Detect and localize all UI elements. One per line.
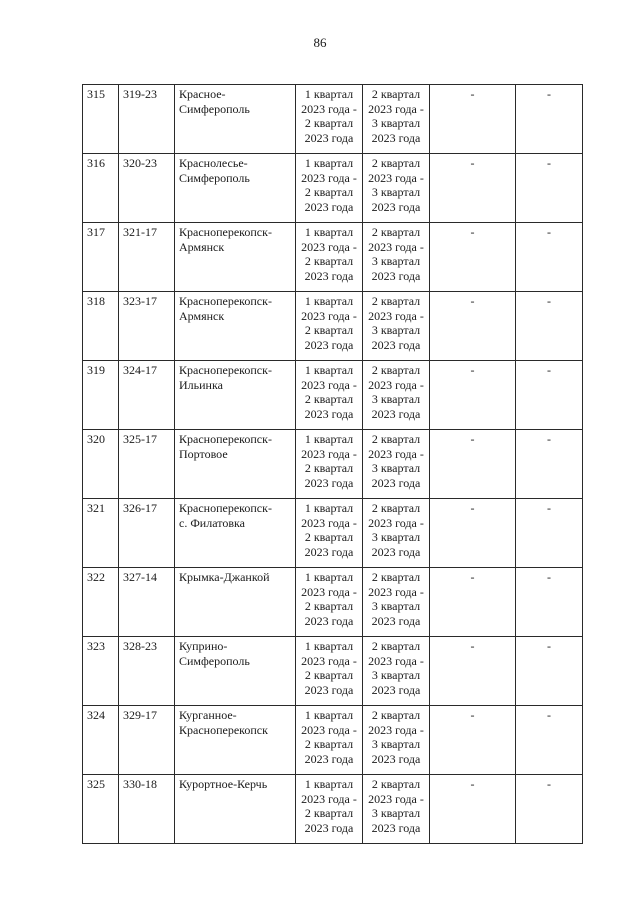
period-start-cell-line: 2023 года - bbox=[301, 653, 357, 668]
table-row bbox=[83, 361, 583, 430]
route-code-cell: 323-17 bbox=[119, 292, 175, 361]
dash-cell: - bbox=[430, 292, 516, 361]
row-number-cell: 324 bbox=[83, 706, 119, 775]
row-number-cell: 316 bbox=[83, 154, 119, 223]
period-end-cell-line: 2 квартал bbox=[371, 570, 421, 584]
period-start-cell-line: 2 квартал bbox=[304, 254, 354, 268]
period-start-cell-line: 2023 года - bbox=[301, 584, 357, 599]
period-start-cell-line: 1 квартал bbox=[304, 639, 354, 653]
dash-cell: - bbox=[430, 637, 516, 706]
route-name-cell-line: Армянск bbox=[179, 308, 225, 323]
dash-cell: - bbox=[516, 430, 583, 499]
period-start-cell-line: 1 квартал bbox=[304, 363, 354, 377]
dash-cell: - bbox=[430, 85, 516, 154]
period-end-cell-line: 2023 года bbox=[371, 544, 421, 559]
route-name-cell-line: с. Филатовка bbox=[179, 515, 245, 530]
route-name-cell-line: Ильинка bbox=[179, 377, 223, 392]
table-row bbox=[83, 706, 583, 775]
period-end-cell-line: 3 квартал bbox=[371, 185, 421, 199]
table-row bbox=[83, 430, 583, 499]
route-code-cell: 321-17 bbox=[119, 223, 175, 292]
period-end-cell-line: 2023 года - bbox=[368, 722, 424, 737]
period-start-cell-line: 2023 года bbox=[304, 820, 354, 835]
period-start-cell bbox=[296, 85, 363, 154]
route-code-cell: 330-18 bbox=[119, 775, 175, 844]
dash-cell: - bbox=[516, 292, 583, 361]
route-name-cell bbox=[175, 499, 296, 568]
route-code-cell: 324-17 bbox=[119, 361, 175, 430]
route-name-cell-line: Куприно- bbox=[179, 639, 228, 653]
page-number: 86 bbox=[313, 35, 327, 50]
route-code-cell: 326-17 bbox=[119, 499, 175, 568]
dash-cell: - bbox=[430, 223, 516, 292]
table-row bbox=[83, 292, 583, 361]
period-start-cell-line: 2023 года bbox=[304, 751, 354, 766]
period-start-cell-line: 1 квартал bbox=[304, 432, 354, 446]
period-end-cell bbox=[363, 85, 430, 154]
table-row bbox=[83, 85, 583, 154]
dash-cell: - bbox=[516, 775, 583, 844]
route-name-cell bbox=[175, 85, 296, 154]
period-end-cell-line: 3 квартал bbox=[371, 599, 421, 613]
period-start-cell-line: 2 квартал bbox=[304, 392, 354, 406]
dash-cell: - bbox=[516, 154, 583, 223]
period-start-cell-line: 1 квартал bbox=[304, 225, 354, 239]
period-end-cell-line: 2023 года bbox=[371, 337, 421, 352]
period-end-cell-line: 2023 года - bbox=[368, 446, 424, 461]
period-end-cell-line: 2023 года - bbox=[368, 377, 424, 392]
route-name-cell-line: Симферополь bbox=[179, 170, 250, 185]
period-start-cell-line: 2 квартал bbox=[304, 116, 354, 130]
routes-table-body bbox=[83, 85, 583, 844]
row-number-cell: 325 bbox=[83, 775, 119, 844]
period-start-cell-line: 2023 года - bbox=[301, 446, 357, 461]
dash-cell: - bbox=[516, 637, 583, 706]
routes-table bbox=[82, 84, 583, 844]
period-start-cell-line: 1 квартал bbox=[304, 501, 354, 515]
period-start-cell-line: 2023 года bbox=[304, 544, 354, 559]
row-number-cell: 317 bbox=[83, 223, 119, 292]
route-name-cell-line: Симферополь bbox=[179, 653, 250, 668]
row-number-cell: 315 bbox=[83, 85, 119, 154]
route-name-cell-line: Крымка-Джанкой bbox=[179, 570, 270, 584]
period-end-cell-line: 2023 года bbox=[371, 751, 421, 766]
table-row bbox=[83, 568, 583, 637]
period-end-cell-line: 2023 года bbox=[371, 406, 421, 421]
route-name-cell bbox=[175, 361, 296, 430]
period-start-cell bbox=[296, 292, 363, 361]
period-start-cell-line: 2 квартал bbox=[304, 599, 354, 613]
period-end-cell bbox=[363, 223, 430, 292]
period-end-cell-line: 3 квартал bbox=[371, 254, 421, 268]
period-end-cell-line: 2 квартал bbox=[371, 501, 421, 515]
period-start-cell-line: 2023 года bbox=[304, 475, 354, 490]
period-start-cell-line: 2023 года - bbox=[301, 791, 357, 806]
route-code-cell: 329-17 bbox=[119, 706, 175, 775]
period-end-cell-line: 2 квартал bbox=[371, 225, 421, 239]
period-end-cell-line: 3 квартал bbox=[371, 668, 421, 682]
period-start-cell bbox=[296, 223, 363, 292]
period-start-cell bbox=[296, 499, 363, 568]
dash-cell: - bbox=[430, 361, 516, 430]
period-end-cell-line: 2023 года - bbox=[368, 791, 424, 806]
period-start-cell-line: 2023 года bbox=[304, 613, 354, 628]
period-end-cell bbox=[363, 361, 430, 430]
period-end-cell-line: 2023 года bbox=[371, 199, 421, 214]
period-start-cell-line: 2 квартал bbox=[304, 323, 354, 337]
period-start-cell-line: 1 квартал bbox=[304, 708, 354, 722]
period-end-cell bbox=[363, 292, 430, 361]
period-start-cell-line: 2023 года - bbox=[301, 377, 357, 392]
row-number-cell: 321 bbox=[83, 499, 119, 568]
dash-cell: - bbox=[430, 499, 516, 568]
route-code-cell: 320-23 bbox=[119, 154, 175, 223]
row-number-cell: 319 bbox=[83, 361, 119, 430]
period-end-cell bbox=[363, 706, 430, 775]
route-name-cell bbox=[175, 154, 296, 223]
period-start-cell bbox=[296, 706, 363, 775]
route-name-cell bbox=[175, 430, 296, 499]
dash-cell: - bbox=[430, 430, 516, 499]
route-name-cell-line: Красноперекопск bbox=[179, 722, 268, 737]
dash-cell: - bbox=[430, 706, 516, 775]
row-number-cell: 320 bbox=[83, 430, 119, 499]
table-row bbox=[83, 775, 583, 844]
table-row bbox=[83, 637, 583, 706]
period-end-cell-line: 2023 года - bbox=[368, 515, 424, 530]
period-start-cell bbox=[296, 154, 363, 223]
period-start-cell-line: 2023 года - bbox=[301, 239, 357, 254]
route-name-cell-line: Красноперекопск- bbox=[179, 294, 272, 308]
dash-cell: - bbox=[430, 568, 516, 637]
route-code-cell: 328-23 bbox=[119, 637, 175, 706]
route-code-cell: 327-14 bbox=[119, 568, 175, 637]
period-start-cell-line: 2023 года bbox=[304, 199, 354, 214]
route-code-cell: 325-17 bbox=[119, 430, 175, 499]
route-name-cell-line: Красноперекопск- bbox=[179, 363, 272, 377]
route-name-cell-line: Портовое bbox=[179, 446, 228, 461]
period-end-cell-line: 2023 года bbox=[371, 613, 421, 628]
route-name-cell-line: Красноперекопск- bbox=[179, 501, 272, 515]
period-end-cell bbox=[363, 499, 430, 568]
period-start-cell bbox=[296, 637, 363, 706]
period-end-cell bbox=[363, 568, 430, 637]
period-start-cell-line: 2023 года bbox=[304, 337, 354, 352]
route-name-cell-line: Красноперекопск- bbox=[179, 432, 272, 446]
period-start-cell-line: 2023 года bbox=[304, 130, 354, 145]
route-name-cell-line: Краснолесье- bbox=[179, 156, 248, 170]
period-start-cell-line: 1 квартал bbox=[304, 87, 354, 101]
period-end-cell-line: 2023 года - bbox=[368, 308, 424, 323]
period-end-cell-line: 2 квартал bbox=[371, 363, 421, 377]
period-end-cell-line: 3 квартал bbox=[371, 461, 421, 475]
row-number-cell: 322 bbox=[83, 568, 119, 637]
period-end-cell-line: 2023 года bbox=[371, 820, 421, 835]
period-end-cell-line: 3 квартал bbox=[371, 392, 421, 406]
row-number-cell: 323 bbox=[83, 637, 119, 706]
route-name-cell bbox=[175, 637, 296, 706]
period-start-cell bbox=[296, 430, 363, 499]
period-start-cell-line: 2 квартал bbox=[304, 737, 354, 751]
period-end-cell-line: 2 квартал bbox=[371, 639, 421, 653]
period-start-cell-line: 2023 года - bbox=[301, 515, 357, 530]
period-end-cell-line: 2 квартал bbox=[371, 156, 421, 170]
period-start-cell-line: 2023 года bbox=[304, 406, 354, 421]
dash-cell: - bbox=[516, 85, 583, 154]
period-start-cell bbox=[296, 775, 363, 844]
period-end-cell-line: 3 квартал bbox=[371, 323, 421, 337]
period-start-cell-line: 2 квартал bbox=[304, 530, 354, 544]
route-name-cell-line: Курганное- bbox=[179, 708, 237, 722]
period-start-cell-line: 2023 года - bbox=[301, 170, 357, 185]
period-end-cell-line: 2 квартал bbox=[371, 294, 421, 308]
period-end-cell-line: 2023 года - bbox=[368, 653, 424, 668]
period-end-cell-line: 2 квартал bbox=[371, 87, 421, 101]
dash-cell: - bbox=[430, 775, 516, 844]
period-end-cell-line: 2023 года bbox=[371, 475, 421, 490]
dash-cell: - bbox=[516, 361, 583, 430]
table-row bbox=[83, 499, 583, 568]
period-start-cell-line: 2023 года - bbox=[301, 101, 357, 116]
period-end-cell-line: 2023 года bbox=[371, 268, 421, 283]
dash-cell: - bbox=[516, 568, 583, 637]
period-end-cell-line: 2023 года - bbox=[368, 239, 424, 254]
route-name-cell bbox=[175, 223, 296, 292]
period-start-cell-line: 2 квартал bbox=[304, 461, 354, 475]
period-end-cell bbox=[363, 637, 430, 706]
route-name-cell-line: Армянск bbox=[179, 239, 225, 254]
period-end-cell-line: 3 квартал bbox=[371, 806, 421, 820]
period-start-cell-line: 2 квартал bbox=[304, 185, 354, 199]
route-name-cell bbox=[175, 568, 296, 637]
period-start-cell-line: 1 квартал bbox=[304, 777, 354, 791]
route-name-cell-line: Курортное-Керчь bbox=[179, 777, 268, 791]
period-start-cell-line: 1 квартал bbox=[304, 570, 354, 584]
period-end-cell bbox=[363, 775, 430, 844]
row-number-cell: 318 bbox=[83, 292, 119, 361]
period-start-cell-line: 2 квартал bbox=[304, 668, 354, 682]
period-start-cell-line: 2023 года bbox=[304, 682, 354, 697]
route-name-cell-line: Красноперекопск- bbox=[179, 225, 272, 239]
period-start-cell-line: 1 квартал bbox=[304, 294, 354, 308]
route-name-cell bbox=[175, 706, 296, 775]
period-end-cell bbox=[363, 154, 430, 223]
period-end-cell-line: 2023 года - bbox=[368, 101, 424, 116]
period-end-cell-line: 2023 года - bbox=[368, 170, 424, 185]
period-start-cell-line: 2 квартал bbox=[304, 806, 354, 820]
period-end-cell-line: 2023 года bbox=[371, 682, 421, 697]
route-name-cell bbox=[175, 775, 296, 844]
period-start-cell-line: 2023 года bbox=[304, 268, 354, 283]
table-row bbox=[83, 154, 583, 223]
period-start-cell bbox=[296, 361, 363, 430]
period-end-cell-line: 3 квартал bbox=[371, 530, 421, 544]
period-start-cell-line: 2023 года - bbox=[301, 308, 357, 323]
period-end-cell-line: 2 квартал bbox=[371, 708, 421, 722]
period-end-cell-line: 2023 года - bbox=[368, 584, 424, 599]
route-name-cell-line: Красное- bbox=[179, 87, 226, 101]
period-start-cell bbox=[296, 568, 363, 637]
dash-cell: - bbox=[516, 706, 583, 775]
period-end-cell-line: 3 квартал bbox=[371, 737, 421, 751]
period-end-cell-line: 3 квартал bbox=[371, 116, 421, 130]
period-start-cell-line: 2023 года - bbox=[301, 722, 357, 737]
table-row bbox=[83, 223, 583, 292]
dash-cell: - bbox=[516, 499, 583, 568]
dash-cell: - bbox=[430, 154, 516, 223]
period-end-cell-line: 2023 года bbox=[371, 130, 421, 145]
dash-cell: - bbox=[516, 223, 583, 292]
period-end-cell-line: 2 квартал bbox=[371, 432, 421, 446]
route-name-cell bbox=[175, 292, 296, 361]
route-code-cell: 319-23 bbox=[119, 85, 175, 154]
period-end-cell bbox=[363, 430, 430, 499]
period-end-cell-line: 2 квартал bbox=[371, 777, 421, 791]
period-start-cell-line: 1 квартал bbox=[304, 156, 354, 170]
route-name-cell-line: Симферополь bbox=[179, 101, 250, 116]
